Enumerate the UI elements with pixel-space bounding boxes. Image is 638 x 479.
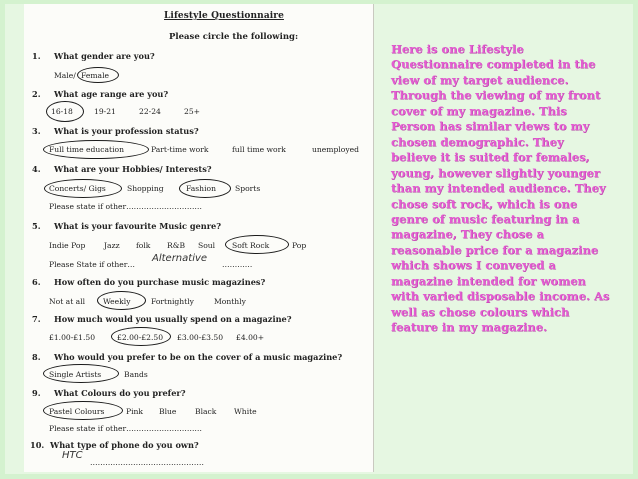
answer-option: Male/ [54, 71, 76, 80]
question-number: 9. [32, 388, 41, 398]
question-text: How much would you usually spend on a magazine? [54, 314, 292, 324]
answer-circle [43, 364, 119, 383]
questionnaire-title: Lifestyle Questionnaire [164, 11, 284, 21]
answer-option: Soul [198, 241, 216, 250]
question-text: What gender are you? [54, 51, 155, 61]
answer-option: White [234, 407, 257, 416]
question-number: 10. [30, 440, 45, 450]
answer-option: full time work [232, 145, 286, 154]
question-number: 1. [32, 51, 41, 61]
question-text: What age range are you? [54, 89, 169, 99]
answer-option: Sports [235, 184, 261, 193]
question-text: What are your Hobbies/ Interests? [54, 164, 212, 174]
answer-circle [77, 67, 119, 83]
answer-option: Bands [124, 370, 148, 379]
answer-option: Full time education [49, 145, 124, 154]
question-text: How often do you purchase music magazines? [54, 277, 266, 287]
description-text: Here is one Lifestyle Questionnaire completed in the view of my target audience. Through the viewing of my front cover of my magazine. This Person has similar views to my chosen demographic. They believe it is suited for females, young, however slightly younger than my intended audience. They chose soft rock, which is one genre of music featuring in a magazine, They chose a reasonable price for a magazine which shows I conveyed a magazine intended for women with varied disposable income. As well as chose colours which feature in my magazine. [391, 42, 610, 335]
other-line-tail: ………… [222, 260, 253, 269]
question-number: 8. [32, 352, 41, 362]
answer-circle [111, 327, 171, 346]
question-number: 5. [32, 221, 41, 231]
question-number: 2. [32, 89, 41, 99]
answer-option: Concerts/ Gigs [49, 184, 106, 193]
answer-circle [97, 291, 146, 310]
answer-line: ……………………………………… [90, 458, 204, 467]
question-number: 3. [32, 126, 41, 136]
question-text: What is your favourite Music genre? [54, 221, 222, 231]
answer-circle [44, 179, 122, 198]
slide-frame [5, 4, 633, 474]
answer-option: folk [136, 241, 151, 250]
answer-option: Pink [126, 407, 144, 416]
question-number: 4. [32, 164, 41, 174]
answer-option: Part-time work [151, 145, 209, 154]
answer-circle [46, 101, 84, 122]
question-text: What Colours do you prefer? [54, 388, 186, 398]
question-number: 7. [32, 314, 41, 324]
answer-option: Jazz [104, 241, 120, 250]
answer-option: Female [81, 71, 109, 80]
answer-option: Black [195, 407, 217, 416]
answer-circle [179, 179, 231, 198]
other-line: Please state if other………………………… [49, 202, 203, 211]
answer-circle [43, 140, 149, 159]
answer-option: £1.00-£1.50 [49, 333, 96, 342]
answer-option: 19-21 [94, 107, 116, 116]
answer-circle [225, 235, 289, 254]
answer-option: £3.00-£3.50 [177, 333, 224, 342]
other-line: Please state if other………………………… [49, 424, 203, 433]
question-number: 6. [32, 277, 41, 287]
answer-option: Fashion [186, 184, 216, 193]
answer-option: 16-18 [51, 107, 73, 116]
answer-option: 25+ [184, 107, 201, 116]
answer-option: Indie Pop [49, 241, 86, 250]
answer-option: Fortnightly [151, 297, 194, 306]
answer-option: Monthly [214, 297, 246, 306]
answer-option: Single Artists [49, 370, 102, 379]
answer-circle [43, 401, 123, 420]
question-text: Who would you prefer to be on the cover of a music magazine? [54, 352, 343, 362]
answer-option: £2.00-£2.50 [117, 333, 164, 342]
other-line: Please State if other… [49, 260, 135, 269]
answer-option: Soft Rock [232, 241, 270, 250]
answer-option: Pastel Colours [49, 407, 105, 416]
handwritten-answer: Alternative [152, 253, 208, 264]
question-text: What is your profession status? [54, 126, 199, 136]
answer-option: Not at all [49, 297, 86, 306]
answer-option: unemployed [312, 145, 359, 154]
question-text: What type of phone do you own? [50, 440, 199, 450]
answer-option: 22-24 [139, 107, 161, 116]
answer-option: R&B [167, 241, 186, 250]
answer-option: £4.00+ [236, 333, 265, 342]
answer-option: Pop [292, 241, 307, 250]
questionnaire-scan [24, 4, 373, 472]
handwritten-answer: HTC [62, 450, 83, 461]
answer-option: Weekly [103, 297, 131, 306]
answer-option: Blue [159, 407, 177, 416]
questionnaire-instruction: Please circle the following: [169, 32, 299, 42]
answer-option: Shopping [127, 184, 164, 193]
